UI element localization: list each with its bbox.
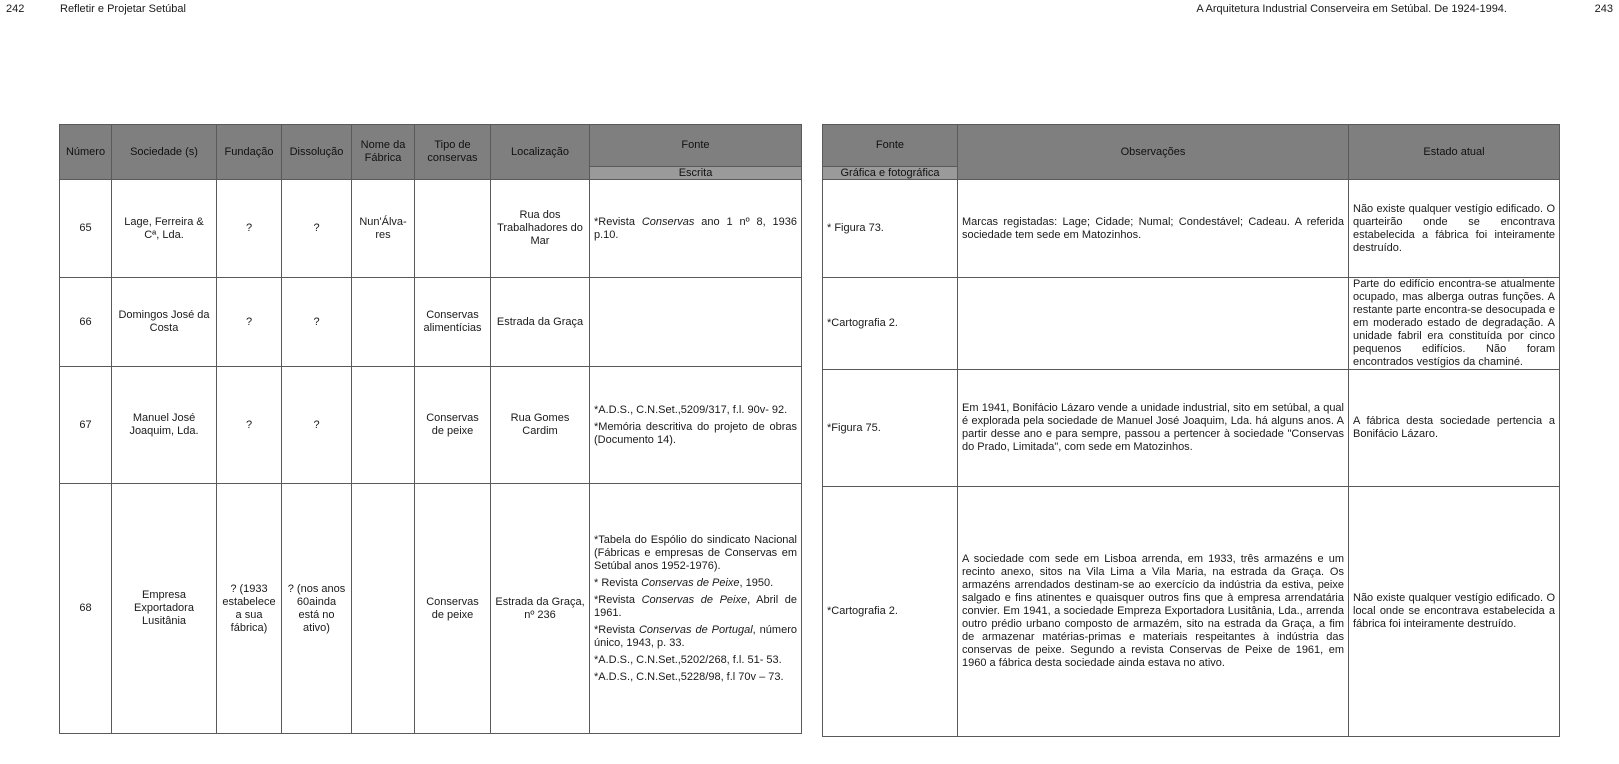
header-row xyxy=(60,125,802,167)
ref-text-end: ano 1 nº 8, 1936 p.10. xyxy=(594,215,797,241)
factories-table-left xyxy=(59,124,802,734)
cell-tipo: Conservas alimentícias xyxy=(415,278,491,367)
ref-text: *Tabela do Espólio do sindicato Nacional (Fábricas e empresas de Conservas em Setúbal anos 1952-1976). xyxy=(594,533,797,572)
table-row xyxy=(823,180,1560,278)
cell-fonte-escrita xyxy=(590,180,802,278)
col-header-estado: Estado atual xyxy=(1349,125,1560,180)
cell-nome-fabrica xyxy=(352,484,415,734)
cell-tipo: Conservas de peixe xyxy=(415,484,491,734)
cell-estado-atual: A fábrica desta sociedade pertencia a Bonifácio Lázaro. xyxy=(1349,370,1560,487)
factories-table-right xyxy=(822,124,1560,737)
source-reference xyxy=(594,654,797,667)
table-row xyxy=(823,278,1560,370)
ref-text-end: , 1950. xyxy=(739,576,774,589)
ref-text: *Revista xyxy=(594,215,642,228)
source-reference xyxy=(594,624,797,650)
cell-fonte-grafica: * Figura 73. xyxy=(823,180,958,278)
cell-fonte-grafica: *Cartografia 2. xyxy=(823,278,958,370)
cell-fonte-escrita xyxy=(590,367,802,484)
cell-fundacao: ? xyxy=(217,367,282,484)
table-row xyxy=(60,278,802,367)
cell-fundacao: ? xyxy=(217,278,282,367)
ref-text: *Revista xyxy=(594,593,642,606)
table-row xyxy=(60,367,802,484)
table-row xyxy=(823,370,1560,487)
source-reference xyxy=(594,534,797,573)
cell-tipo xyxy=(415,180,491,278)
cell-fonte-grafica: *Cartografia 2. xyxy=(823,487,958,737)
header-row xyxy=(823,125,1560,167)
cell-sociedade: Empresa Exportadora Lusitânia xyxy=(112,484,217,734)
cell-numero: 67 xyxy=(60,367,112,484)
table-row xyxy=(60,484,802,734)
cell-estado-atual: Parte do edifício encontra-se atualmente ocupado, mas alberga outras funções. A restante parte encontra-se desocupada e em moderado estado de degradação. A unidade fabril era constituída por cinco pequenos edifícios. Não foram encontrados vestígios da chaminé. xyxy=(1349,278,1560,370)
col-header-fonte: Fonte xyxy=(590,125,802,167)
cell-observacoes: Em 1941, Bonifácio Lázaro vende a unidade industrial, sito em setúbal, a qual é explorada pela sociedade de Manuel José Joaquim, Lda. há alguns anos. A partir desse ano e para sempre, passou a pertencer à sociedade "Conservas do Prado, Limitada", com sede em Matozinhos. xyxy=(958,370,1349,487)
cell-fonte-grafica: *Figura 75. xyxy=(823,370,958,487)
cell-tipo: Conservas de peixe xyxy=(415,367,491,484)
cell-observacoes xyxy=(958,278,1349,370)
col-header-fundacao: Fundação xyxy=(217,125,282,180)
ref-text-end: , Abril de 1961. xyxy=(594,593,797,619)
col-header-tipo: Tipo de conservas xyxy=(415,125,491,180)
ref-publication-title: Conservas de Portugal xyxy=(638,623,753,636)
cell-localizacao: Estrada da Graça, nº 236 xyxy=(491,484,590,734)
col-header-localizacao: Localização xyxy=(491,125,590,180)
ref-text: *A.D.S., C.N.Set.,5202/268, f.l. 51- 53. xyxy=(594,653,782,666)
col-header-nome-fabrica: Nome da Fábrica xyxy=(352,125,415,180)
cell-dissolucao: ? xyxy=(282,278,352,367)
ref-publication-title: Conservas xyxy=(641,215,695,228)
table-row xyxy=(60,180,802,278)
ref-text: *A.D.S., C.N.Set.,5209/317, f.l. 90v- 92. xyxy=(594,403,788,416)
ref-text: *Revista xyxy=(594,623,639,636)
ref-text: *Memória descritiva do projeto de obras (Documento 14). xyxy=(594,420,797,446)
col-header-sociedade: Sociedade (s) xyxy=(112,125,217,180)
source-reference xyxy=(594,577,797,590)
cell-observacoes: A sociedade com sede em Lisboa arrenda, em 1933, três armazéns e um recinto anexo, sitos na Vila Lima a Vila Maria, na estrada da Graça. Os armazéns arrendados destinam-se ao exercício da indústria da estiva, peixe salgado e fins atinentes e quaisquer outros fins que à empresa arrendatária convier. Em 1941, a sociedade Empreza Exportadora Lusitânia, Lda., arrenda outro prédio urbano composto de armazém, sito na estrada da Graça, a fim de armazenar matérias-primas e materiais respeitantes à indústria das conservas de peixe. Segundo a revista Conservas de Peixe de 1961, em 1960 a fábrica desta sociedade ainda estava no ativo. xyxy=(958,487,1349,737)
cell-observacoes: Marcas registadas: Lage; Cidade; Numal; Condestável; Cadeau. A referida sociedade tem sede em Matozinhos. xyxy=(958,180,1349,278)
source-reference xyxy=(594,404,797,417)
cell-localizacao: Rua dos Trabalhadores do Mar xyxy=(491,180,590,278)
cell-estado-atual: Não existe qualquer vestígio edificado. O quarteirão onde se encontrava estabelecida a fábrica foi inteiramente destruído. xyxy=(1349,180,1560,278)
cell-localizacao: Rua Gomes Cardim xyxy=(491,367,590,484)
cell-dissolucao: ? xyxy=(282,180,352,278)
ref-publication-title: Conservas de Peixe xyxy=(641,576,740,589)
cell-sociedade: Manuel José Joaquim, Lda. xyxy=(112,367,217,484)
col-header-dissolucao: Dissolução xyxy=(282,125,352,180)
cell-nome-fabrica xyxy=(352,367,415,484)
col-header-observacoes: Observações xyxy=(958,125,1349,180)
cell-numero: 68 xyxy=(60,484,112,734)
cell-fonte-escrita xyxy=(590,278,802,367)
cell-fundacao: ? (1933 estabelece a sua fábrica) xyxy=(217,484,282,734)
cell-fundacao: ? xyxy=(217,180,282,278)
cell-numero: 65 xyxy=(60,180,112,278)
cell-sociedade: Lage, Ferreira & Cª, Lda. xyxy=(112,180,217,278)
col-header-fonte: Fonte xyxy=(823,125,958,167)
cell-dissolucao: ? (nos anos 60ainda está no ativo) xyxy=(282,484,352,734)
cell-estado-atual: Não existe qualquer vestígio edificado. O local onde se encontrava estabelecida a fábrica foi inteiramente destruído. xyxy=(1349,487,1560,737)
cell-nome-fabrica: Nun'Álva-res xyxy=(352,180,415,278)
page-number-left: 242 xyxy=(6,3,25,15)
col-subheader-escrita: Escrita xyxy=(590,167,802,180)
cell-localizacao: Estrada da Graça xyxy=(491,278,590,367)
page-number-right: 243 xyxy=(1594,3,1613,15)
source-reference xyxy=(594,671,797,684)
source-reference xyxy=(594,421,797,447)
cell-sociedade: Domingos José da Costa xyxy=(112,278,217,367)
ref-text: * Revista xyxy=(594,576,642,589)
ref-text: *A.D.S., C.N.Set.,5228/98, f.l 70v – 73. xyxy=(594,670,784,683)
col-subheader-grafica: Gráfica e fotográfica xyxy=(823,167,958,180)
ref-text-end: , número único, 1943, p. 33. xyxy=(594,623,797,649)
ref-publication-title: Conservas de Peixe xyxy=(641,593,748,606)
source-reference xyxy=(594,594,797,620)
cell-dissolucao: ? xyxy=(282,367,352,484)
table-row xyxy=(823,487,1560,737)
cell-numero: 66 xyxy=(60,278,112,367)
source-reference xyxy=(594,216,797,242)
cell-fonte-escrita xyxy=(590,484,802,734)
running-title-right: A Arquitetura Industrial Conserveira em Setúbal. De 1924-1994. xyxy=(1196,3,1507,15)
col-header-numero: Número xyxy=(60,125,112,180)
cell-nome-fabrica xyxy=(352,278,415,367)
running-title-left: Refletir e Projetar Setúbal xyxy=(60,3,186,15)
